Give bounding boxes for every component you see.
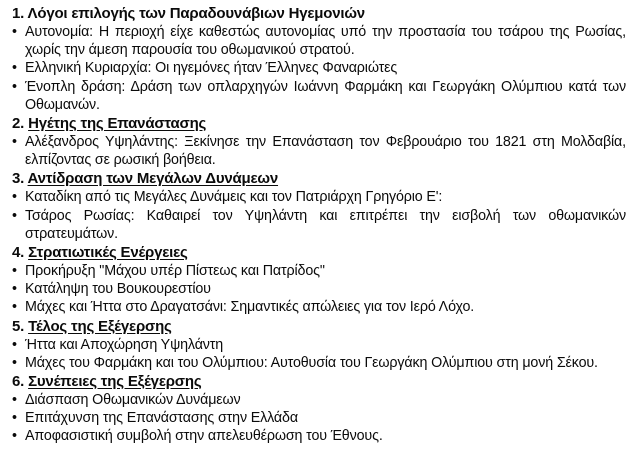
section-heading bbox=[12, 317, 626, 336]
section-5 bbox=[12, 317, 626, 372]
list-item-text: Ήττα και Αποχώρηση Υψηλάντη bbox=[25, 336, 224, 353]
bullet-list bbox=[12, 188, 626, 243]
bullet-icon: • bbox=[12, 263, 17, 280]
list-item-text: Τσάρος Ρωσίας: Καθαιρεί τον Υψηλάντη και επιτρέπει την εισβολή των οθωμανικών στρατευμάτων. bbox=[25, 207, 626, 242]
bullet-icon: • bbox=[12, 410, 17, 427]
bullet-icon: • bbox=[12, 207, 17, 224]
list-item bbox=[12, 59, 626, 77]
section-heading bbox=[12, 243, 626, 262]
list-item bbox=[12, 262, 626, 280]
section-title: Συνέπειες της Εξέγερσης bbox=[28, 373, 202, 391]
bullet-icon: • bbox=[12, 281, 17, 298]
list-item bbox=[12, 280, 626, 298]
list-item bbox=[12, 354, 626, 372]
section-title: Λόγοι επιλογής των Παραδουνάβιων Ηγεμονιών bbox=[27, 5, 365, 22]
bullet-icon: • bbox=[12, 354, 17, 371]
section-2 bbox=[12, 114, 626, 169]
list-item bbox=[12, 298, 626, 316]
bullet-list bbox=[12, 23, 626, 114]
section-6 bbox=[12, 372, 626, 446]
bullet-icon: • bbox=[12, 428, 17, 445]
bullet-icon: • bbox=[12, 336, 17, 353]
section-number: 4. bbox=[12, 244, 25, 262]
list-item-text: Επιτάχυνση της Επανάστασης στην Ελλάδα bbox=[25, 410, 298, 427]
section-3 bbox=[12, 169, 626, 243]
section-title: Στρατιωτικές Ενέργειες bbox=[28, 244, 188, 262]
section-number: 5. bbox=[12, 317, 25, 335]
list-item-text: Μάχες του Φαρμάκη και του Ολύμπιου: Αυτοθυσία του Γεωργάκη Ολύμπιου στη μονή Σέκου. bbox=[25, 354, 598, 371]
list-item-text: Κατάληψη του Βουκουρεστίου bbox=[25, 281, 211, 298]
section-title: Ηγέτης της Επανάστασης bbox=[28, 115, 207, 133]
section-heading bbox=[12, 114, 626, 133]
bullet-list bbox=[12, 336, 626, 372]
section-heading bbox=[12, 4, 626, 23]
list-item-text: Ελληνική Κυριαρχία: Οι ηγεμόνες ήταν Έλληνες Φαναριώτες bbox=[25, 60, 398, 77]
list-item bbox=[12, 336, 626, 354]
bullet-icon: • bbox=[12, 78, 17, 95]
bullet-icon: • bbox=[12, 24, 17, 40]
list-item-text: Μάχες και Ήττα στο Δραγατσάνι: Σημαντικές απώλειες για τον Ιερό Λόχο. bbox=[25, 299, 475, 316]
bullet-icon: • bbox=[12, 392, 17, 409]
section-1 bbox=[12, 4, 626, 114]
list-item bbox=[12, 78, 626, 114]
bullet-icon: • bbox=[12, 60, 17, 77]
section-4 bbox=[12, 243, 626, 317]
section-title: Αντίδραση των Μεγάλων Δυνάμεων bbox=[27, 170, 279, 188]
list-item-text: Αλέξανδρος Υψηλάντης: Ξεκίνησε την Επανάσταση τον Φεβρουάριο του 1821 στη Μολδαβία, ελπίζοντας σε ρωσική βοήθεια. bbox=[25, 134, 626, 169]
section-number: 1. bbox=[12, 5, 25, 22]
section-heading bbox=[12, 372, 626, 391]
section-title: Τέλος της Εξέγερσης bbox=[28, 317, 172, 335]
list-item bbox=[12, 207, 626, 243]
bullet-list bbox=[12, 262, 626, 317]
list-item bbox=[12, 409, 626, 427]
bullet-icon: • bbox=[12, 189, 17, 206]
bullet-list bbox=[12, 133, 626, 169]
section-number: 2. bbox=[12, 115, 25, 133]
bullet-list bbox=[12, 391, 626, 446]
list-item-text: Ένοπλη δράση: Δράση των οπλαρχηγών Ιωάννη Φαρμάκη και Γεωργάκη Ολύμπιου κατά των Οθωμανών. bbox=[25, 78, 626, 113]
bullet-icon: • bbox=[12, 134, 17, 151]
section-number: 6. bbox=[12, 373, 25, 391]
list-item-text: Καταδίκη από τις Μεγάλες Δυνάμεις και τον Πατριάρχη Γρηγόριο Ε': bbox=[25, 189, 443, 206]
list-item bbox=[12, 391, 626, 409]
bullet-icon: • bbox=[12, 299, 17, 316]
list-item-text: Αποφασιστική συμβολή στην απελευθέρωση του Έθνους. bbox=[25, 428, 383, 445]
list-item-text: Διάσπαση Οθωμανικών Δυνάμεων bbox=[25, 392, 241, 409]
list-item bbox=[12, 23, 626, 59]
section-number: 3. bbox=[12, 170, 25, 188]
list-item bbox=[12, 188, 626, 206]
list-item bbox=[12, 427, 626, 445]
list-item-text: Προκήρυξη "Μάχου υπέρ Πίστεως και Πατρίδος" bbox=[25, 263, 325, 280]
list-item bbox=[12, 133, 626, 169]
list-item-text: Αυτονομία: Η περιοχή είχε καθεστώς αυτονομίας υπό την προστασία του τσάρου της Ρωσίας, χωρίς την άμεση παρουσία του οθωμανικού στρατού. bbox=[25, 24, 626, 59]
section-heading bbox=[12, 169, 626, 188]
